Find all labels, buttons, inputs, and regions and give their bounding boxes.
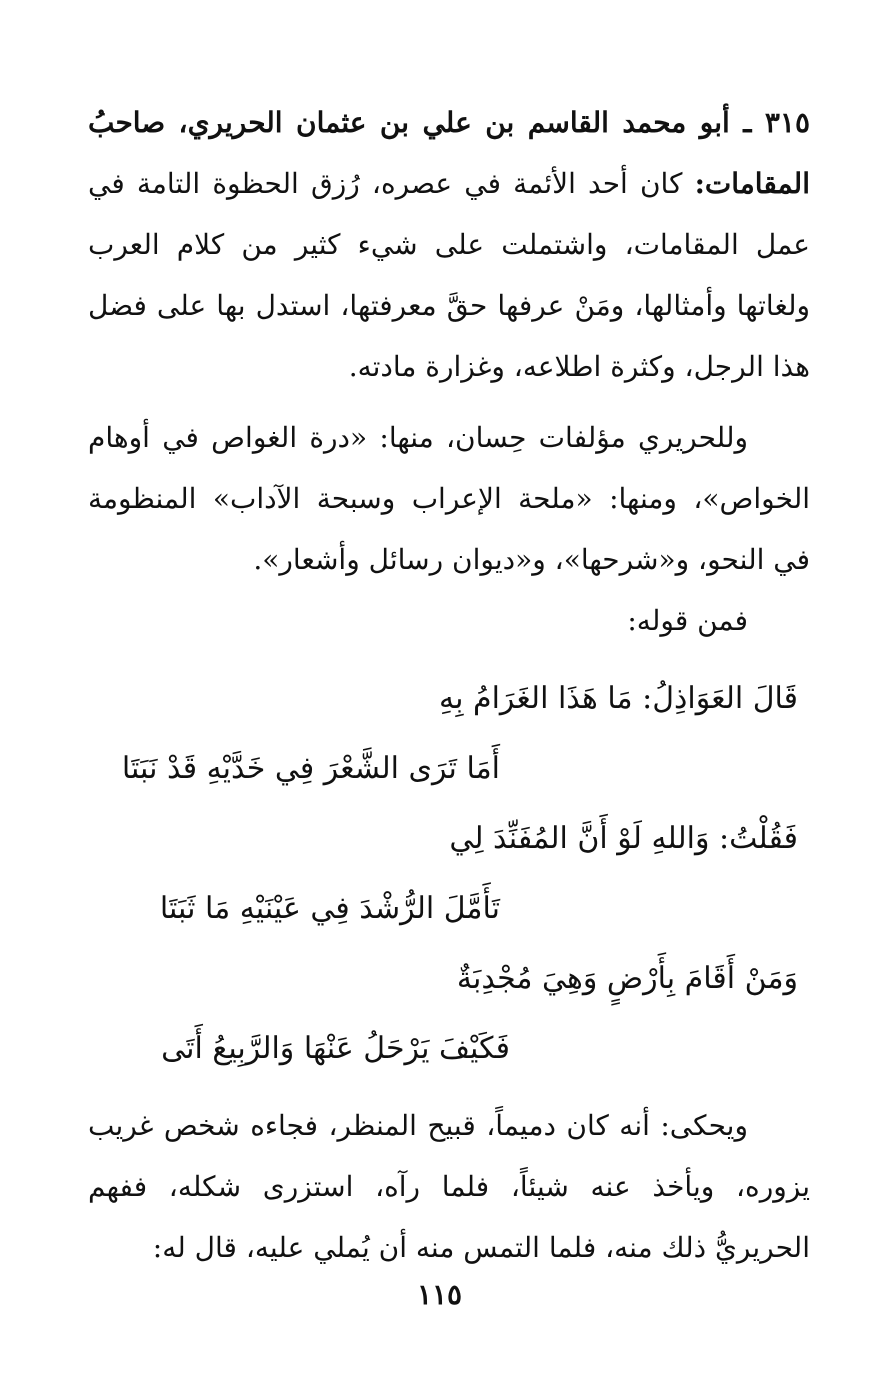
entry-body: كان أحد الأئمة في عصره، رُزق الحظوة التامة في عمل المقامات، واشتملت على شيء كثير من كلام العرب ولغاتها وأمثالها، ومَنْ عرفها حقَّ معرفتها، استدل بها على فضل هذا الرجل، وكثرة اطلاعه، وغزارة مادته. <box>88 167 810 383</box>
poem-verse-2: أَمَا تَرَى الشَّعْرَ فِي خَدَّيْهِ قَدْ نَبَتَا <box>121 751 500 786</box>
page-number: ١١٥ <box>416 1278 463 1311</box>
page-body <box>88 92 810 1278</box>
entry-paragraph <box>88 92 810 397</box>
anecdote-paragraph: ويحكى: أنه كان دميماً، قبيح المنظر، فجاءه شخص غريب يزوره، ويأخذ عنه شيئاً، فلما رآه، استزرى شكله، ففهم الحريريُّ ذلك منه، فلما التمس منه أن يُملي عليه، قال له: <box>88 1109 810 1264</box>
works-paragraph: وللحريري مؤلفات حِسان، منها: «درة الغواص في أوهام الخواص»، ومنها: «ملحة الإعراب وسبحة الآداب» المنظومة في النحو، و«شرحها»، و«ديوان رسائل وأشعار». <box>88 421 810 576</box>
poem-verse-4: تَأَمَّلَ الرُّشْدَ فِي عَيْنَيْهِ مَا ثَبَتَا <box>159 891 500 926</box>
poem-verse-5: وَمَنْ أَقَامَ بِأَرْضٍ وَهِيَ مُجْدِبَةٌ <box>456 961 798 996</box>
poem-verse-1: قَالَ العَوَاذِلُ: مَا هَذَا الغَرَامُ بِهِ <box>439 681 798 716</box>
poem-verse-6: فَكَيْفَ يَرْحَلُ عَنْهَا وَالرَّبِيعُ أَتَى <box>161 1031 510 1066</box>
poem-verse-3: فَقُلْتُ: وَاللهِ لَوْ أَنَّ المُفَنِّدَ لِي <box>449 821 798 856</box>
poem-intro: فمن قوله: <box>627 604 748 637</box>
entry-heading: ٣١٥ ـ أبو محمد القاسم بن علي بن عثمان الحريري، صاحبُ المقامات: <box>88 106 810 200</box>
poem <box>88 657 810 1077</box>
